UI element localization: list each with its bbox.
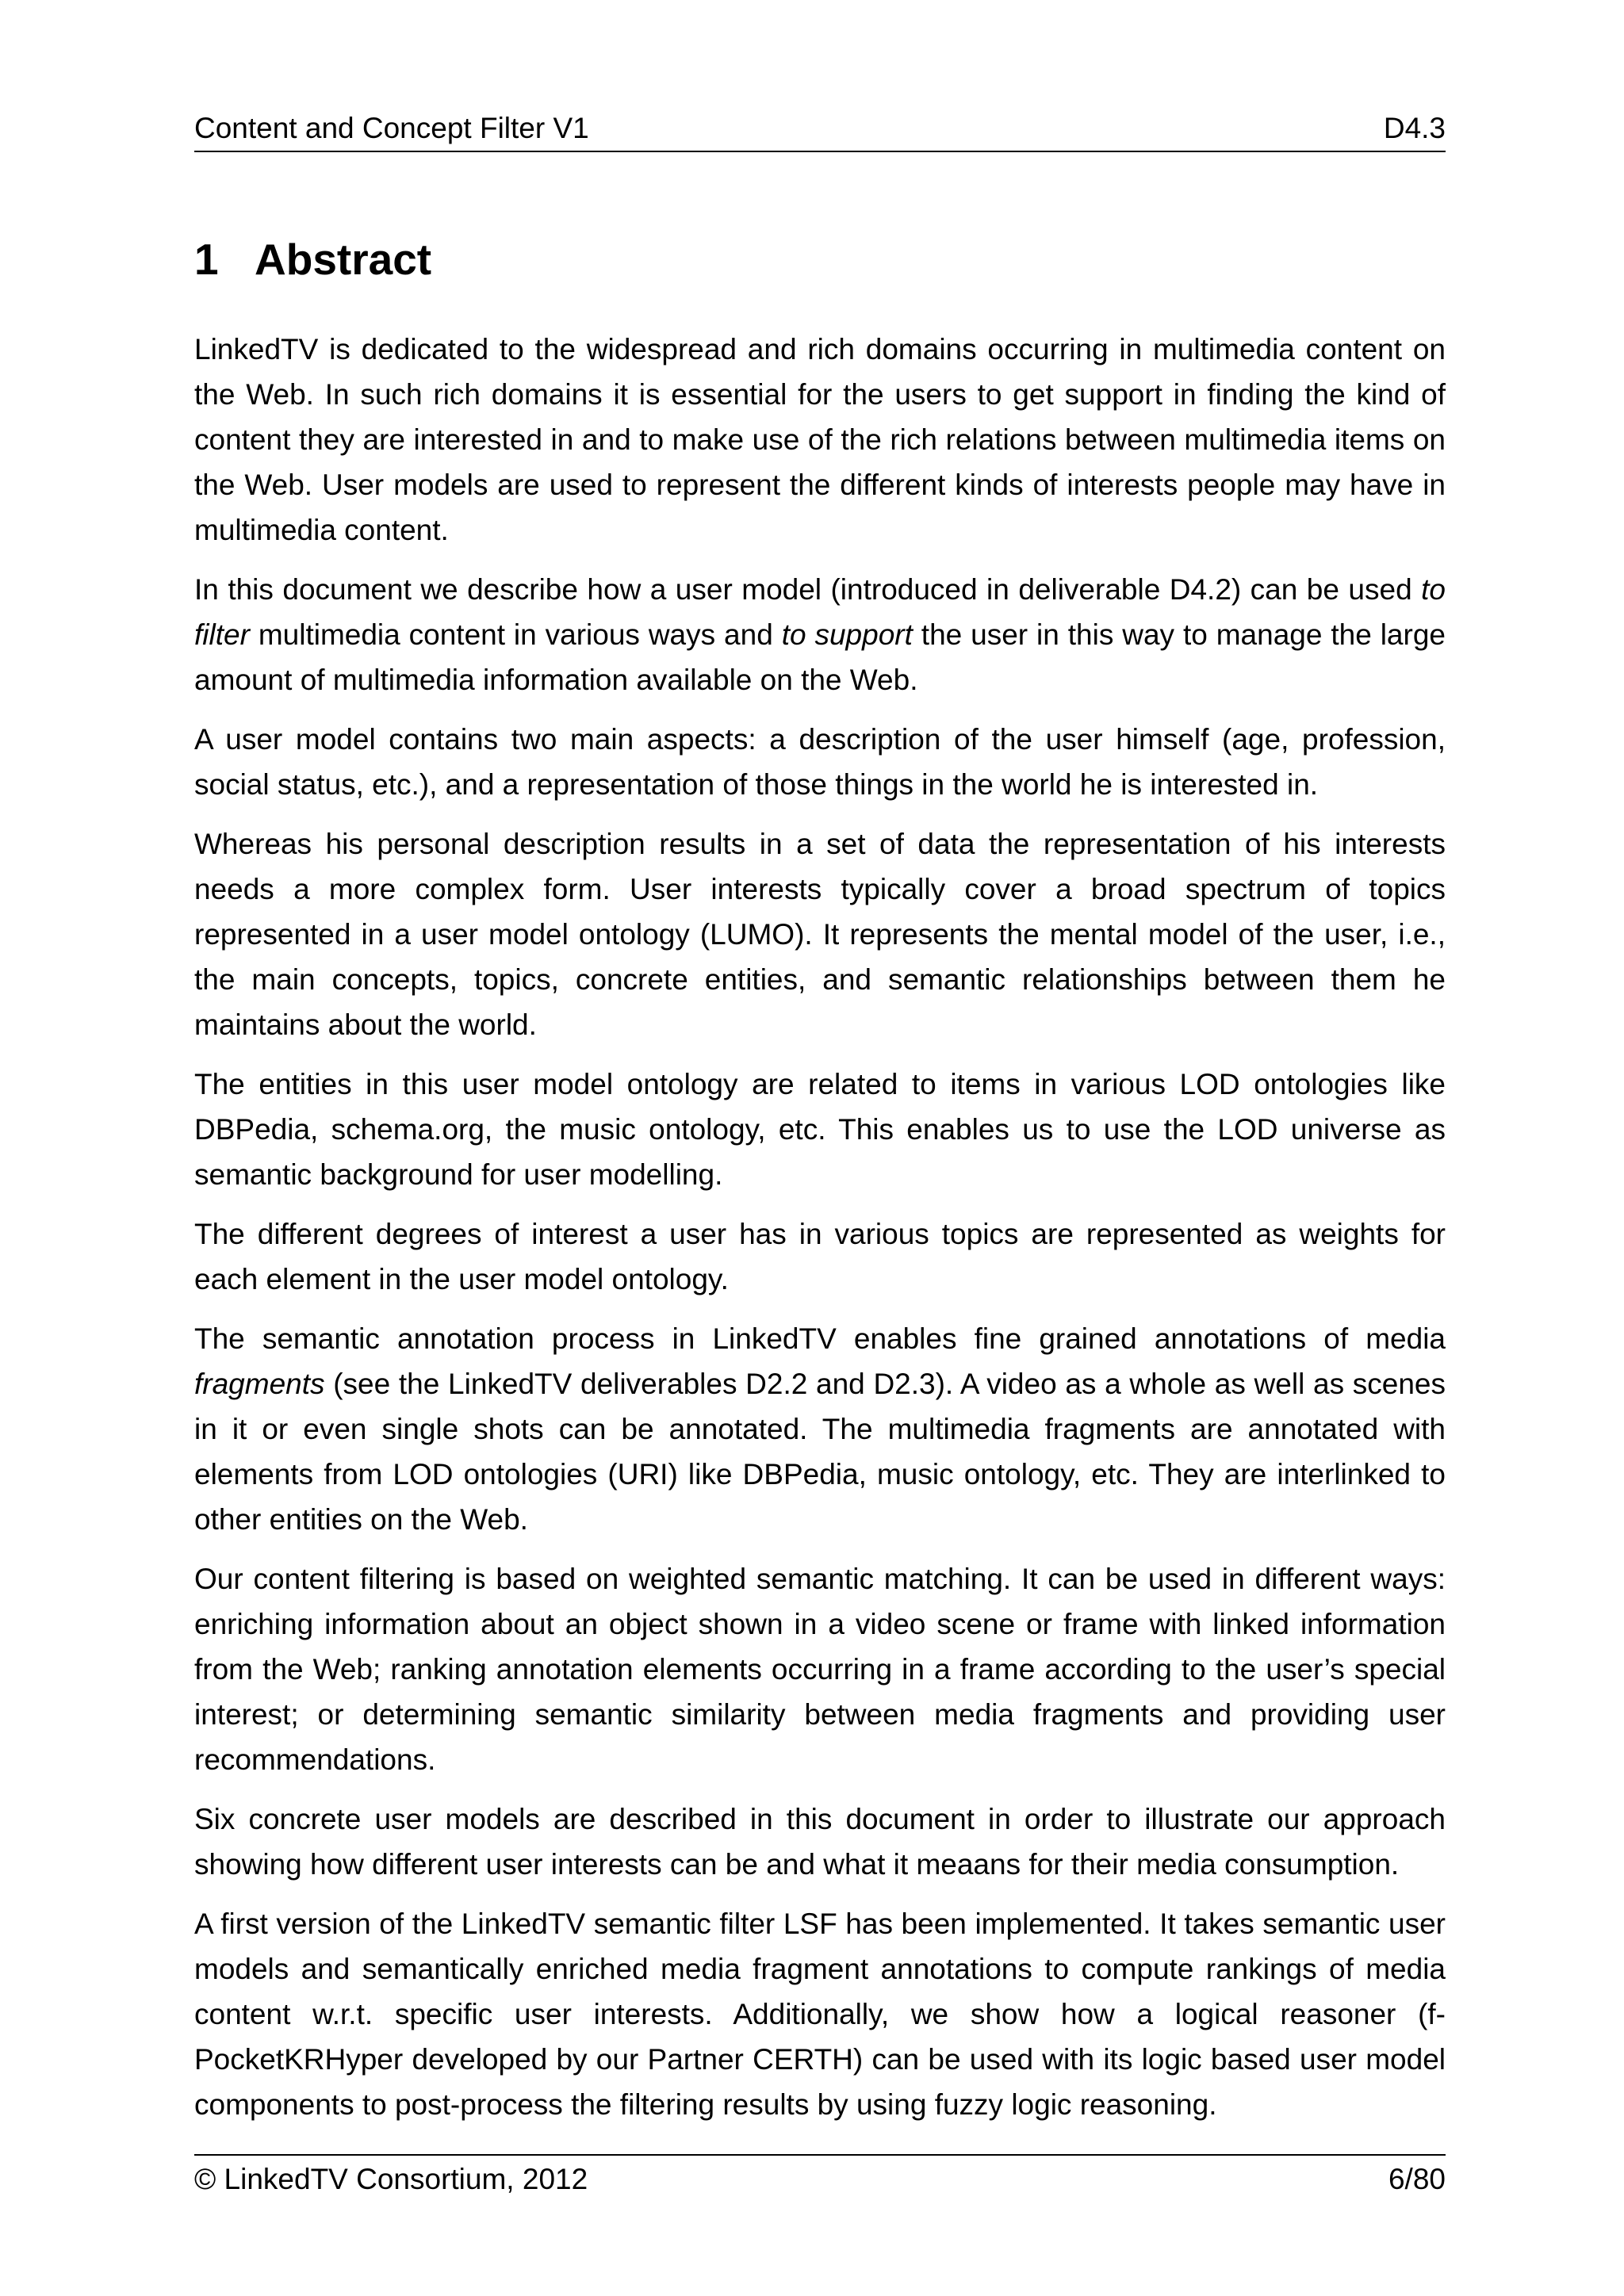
- paragraph: Whereas his personal description results in a set of data the representation of his interests needs a more complex form. User interests typically cover a broad spectrum of topics represented in a user model ontology (LUMO). It represents the mental model of the user, i.e., the main concepts, topics, concrete entities, and semantic relationships between them he maintains about the world.: [194, 828, 1446, 1041]
- paragraph: The semantic annotation process in LinkedTV enables fine grained annotations of media fragments (see the LinkedTV deliverables D2.2 and D2.3). A video as a whole as well as scenes in it or even single shots can be annotated. The multimedia fragments are annotated with elements from LOD ontologies (URI) like DBPedia, music ontology, etc. They are interlinked to other entities on the Web.: [194, 1322, 1446, 1536]
- paragraph: In this document we describe how a user model (introduced in deliverable D4.2) can be used to filter multimedia content in various ways and to support the user in this way to manage the large amount of multimedia information available on the Web.: [194, 573, 1446, 696]
- paragraph: The entities in this user model ontology are related to items in various LOD ontologies like DBPedia, schema.org, the music ontology, etc. This enables us to use the LOD universe as semantic background for user modelling.: [194, 1068, 1446, 1191]
- document-page: [194, 0, 1446, 2296]
- section-number: 1: [194, 235, 219, 284]
- paragraph: A user model contains two main aspects: a description of the user himself (age, profession, social status, etc.), and a representation of those things in the world he is interested in.: [194, 723, 1446, 801]
- deliverable-id: D4.3: [1383, 112, 1446, 144]
- abstract-body: [194, 327, 1446, 2141]
- running-footer: [194, 2154, 1446, 2197]
- paragraph: Our content filtering is based on weighted semantic matching. It can be used in different ways: enriching information about an object shown in a video scene or frame with linked information from the Web; ranking annotation elements occurring in a frame according to the user’s special interest; or determining semantic similarity between media fragments and providing user recommendations.: [194, 1563, 1446, 1776]
- paragraph: LinkedTV is dedicated to the widespread and rich domains occurring in multimedia content on the Web. In such rich domains it is essential for the users to get support in finding the kind of content they are interested in and to make use of the rich relations between multimedia items on the Web. User models are used to represent the different kinds of interests people may have in multimedia content.: [194, 333, 1446, 546]
- running-header: [194, 111, 1446, 152]
- paragraph: Six concrete user models are described in this document in order to illustrate our approach showing how different user interests can be and what it meaans for their media consumption.: [194, 1803, 1446, 1881]
- document-title: Content and Concept Filter V1: [194, 112, 589, 144]
- paragraph: The different degrees of interest a user has in various topics are represented as weights for each element in the user model ontology.: [194, 1218, 1446, 1295]
- page-number: 6/80: [1388, 2163, 1446, 2195]
- paragraph: A first version of the LinkedTV semantic filter LSF has been implemented. It takes semantic user models and semantically enriched media fragment annotations to compute rankings of media content w.r.t. specific user interests. Additionally, we show how a logical reasoner (f-PocketKRHyper developed by our Partner CERTH) can be used with its logic based user model components to post-process the filtering results by using fuzzy logic reasoning.: [194, 1908, 1446, 2121]
- copyright-notice: © LinkedTV Consortium, 2012: [194, 2163, 588, 2195]
- section-heading: [194, 232, 431, 287]
- section-title: Abstract: [255, 235, 432, 284]
